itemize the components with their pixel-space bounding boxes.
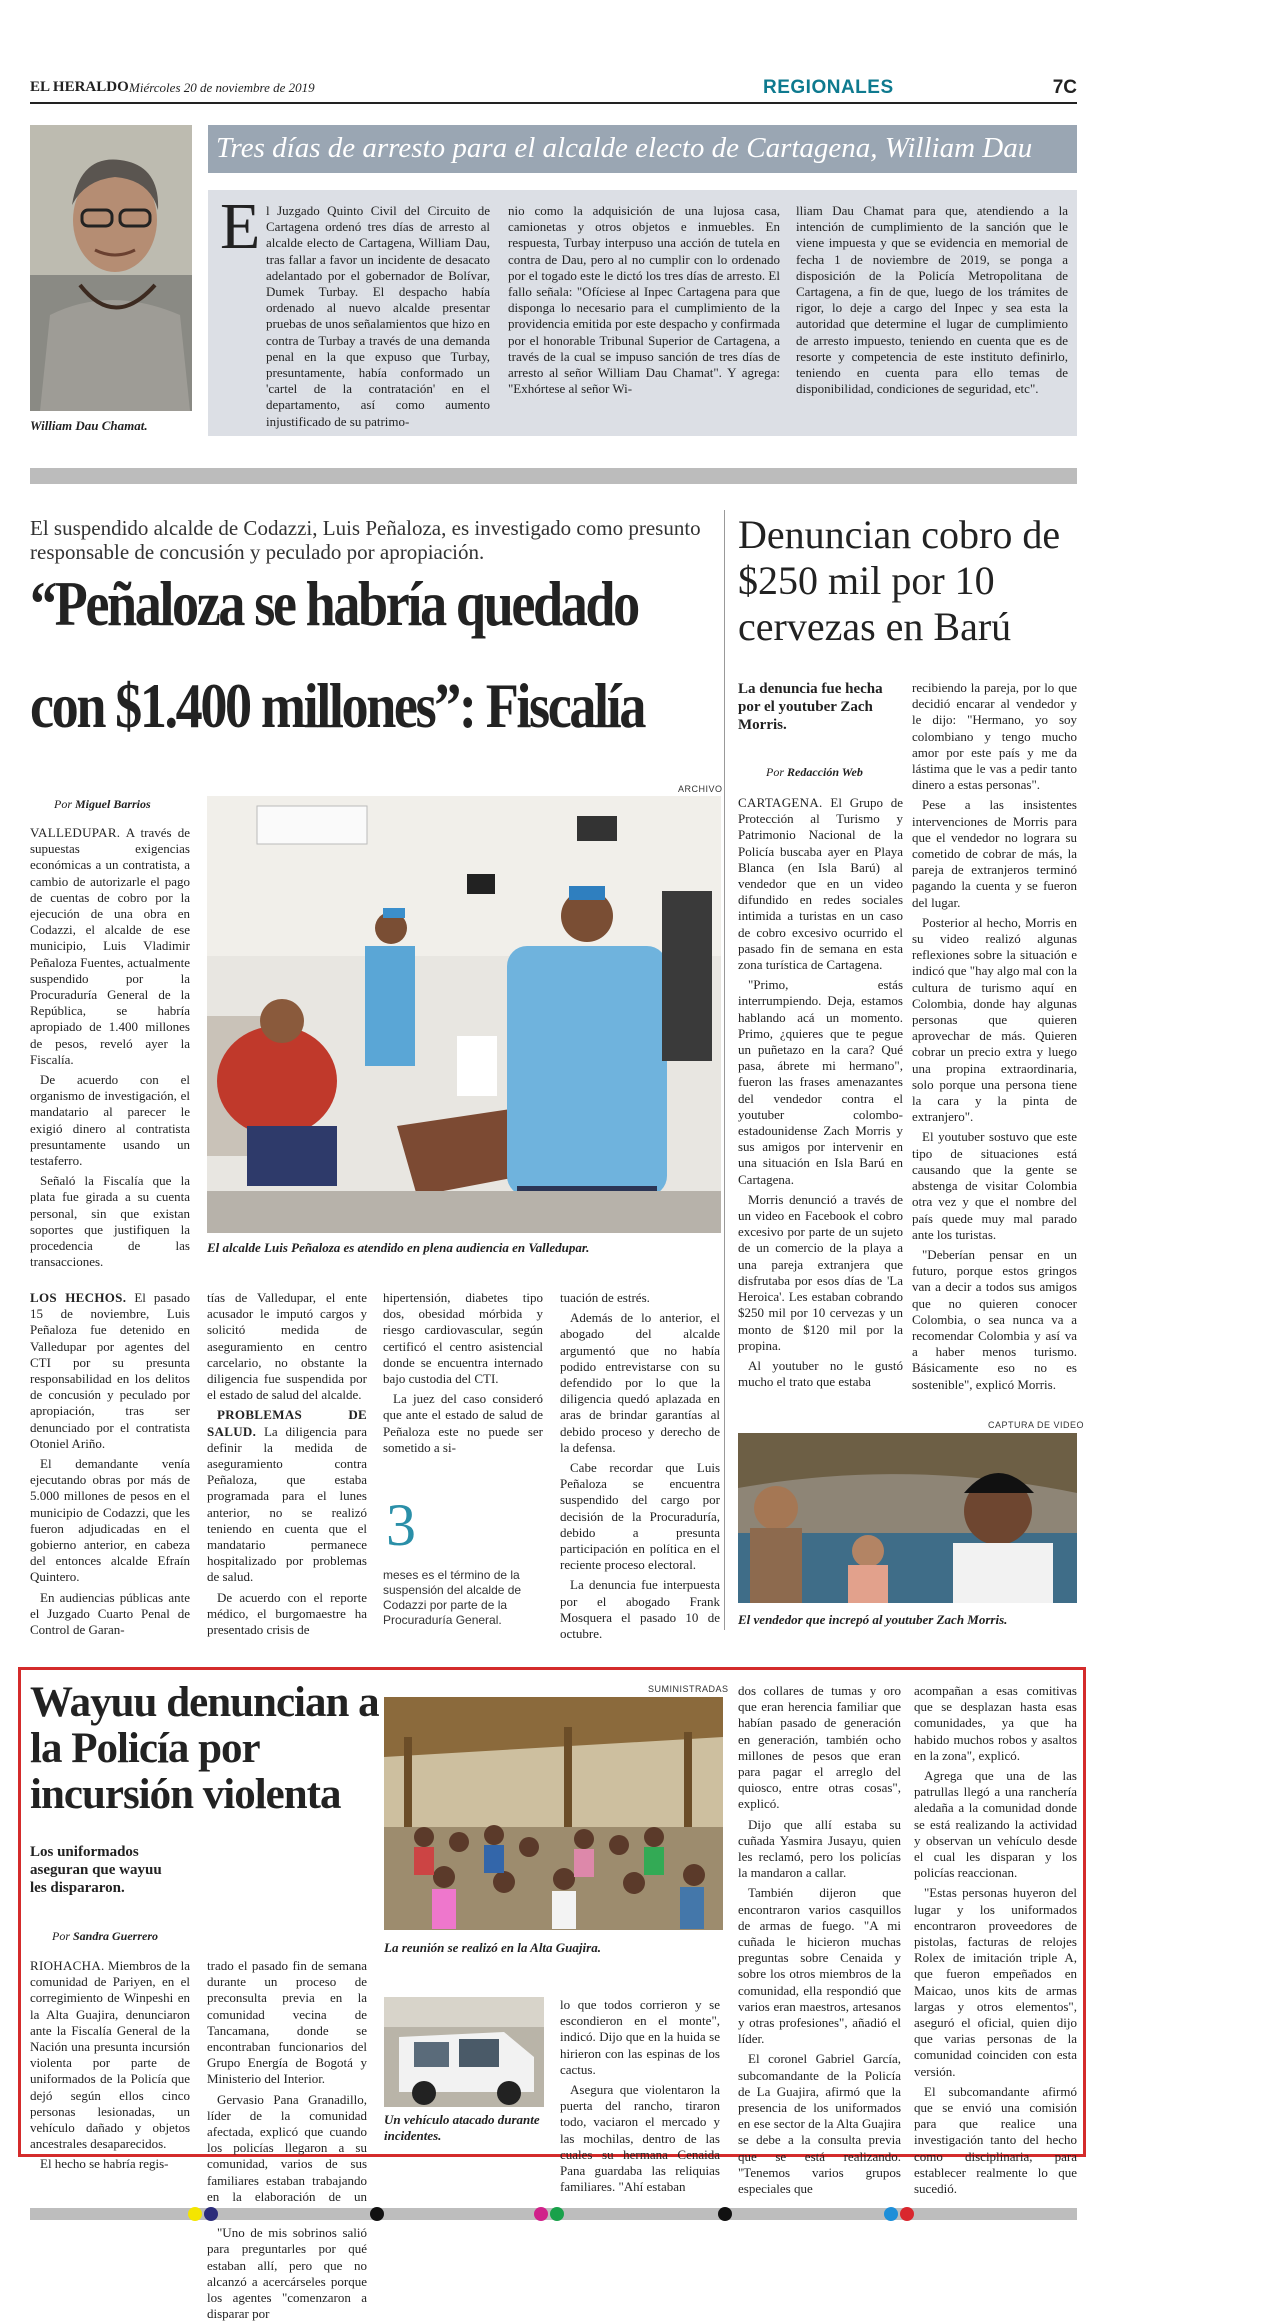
s3-c1-paragraph-4: Al youtuber no le gustó mucho el trato que estaba (738, 1357, 903, 1390)
story4-byline (52, 1929, 158, 1944)
story3-column-1 (738, 795, 903, 1405)
story3-byline (766, 765, 863, 780)
byline-prefix: Por (54, 797, 72, 811)
b4-paragraph-4: La denuncia fue interpuesta por el abogado Frank Mosquera el pasado 10 de octubre. (560, 1577, 720, 1642)
story4-column-5 (914, 1683, 1077, 2197)
story1-headline: Tres días de arresto para el alcalde electo de Cartagena, William Dau (216, 132, 1033, 164)
byline-prefix: Por (52, 1929, 70, 1943)
dateline: CARTAGENA. (738, 795, 823, 810)
s3-c1-paragraph-3: Morris denunció a través de un video en Facebook el cobro excesivo por parte de un sujeto de un comercio de la playa a una pareja extranjera que disfrutaba por esos días de 'La Heroica'. Les estaban cobrando $250 mil por 10 cervezas y un monto de $120 mil por la propina. (738, 1191, 903, 1353)
story1-headline-bar (208, 125, 1077, 173)
b4-paragraph-3: Cabe recordar que Luis Peñaloza se encuentra suspendido del cargo por decisión de la Procuraduría, debido a presunta participación en política en el reciente proceso electoral. (560, 1460, 720, 1573)
factoid-text: meses es el término de la suspensión del alcalde de Codazzi por parte de la Procuraduría General. (383, 1568, 522, 1627)
story4-column-4 (738, 1683, 901, 2197)
story3-photo-credit: CAPTURA DE VIDEO (988, 1420, 1085, 1430)
story2-lead-paragraph (30, 825, 190, 1068)
s3-c1-paragraph-1 (738, 795, 903, 973)
subhead-salud: PROBLEMAS DE SALUD. (207, 1407, 367, 1439)
portrait-caption: William Dau Chamat. (30, 418, 148, 433)
s3-c1-paragraph-2: "Primo, estás interrumpiendo. Deja, estamos hablando acá un momento. Primo, ¿quieres que te pegue un puñetazo en la cara? Qué pasa, ábrete mi hermano", fueron las frases amenazantes del vendedor contra el youtuber colombo-estadounidense Zach Morris y sus amigos por intervenir en una situación en Isla Barú en Cartagena. (738, 977, 903, 1187)
story4-photo2-caption: Un vehículo atacado durante incidentes. (384, 2112, 540, 2143)
registration-dot-yellow (188, 2207, 202, 2221)
registration-dot-blue (884, 2207, 898, 2221)
s4-c5-paragraph-4: El subcomandante afirmó que se envió una comisión para que realice una investigación tanto del hecho como disciplinaria, para establecer realmente lo que sucedió. (914, 2083, 1077, 2197)
section-divider (30, 468, 1077, 484)
story3-photo (738, 1433, 1077, 1603)
story2-body-col2 (207, 1290, 367, 1638)
s3-c2-paragraph-3: Posterior al hecho, Morris en su video realizó algunas reflexiones sobre la situación e indicó que "hay algo mal con la cultura de turismo aquí en Colombia, donde hay algunas personas que quieren aprovechar de más. Quieren cobrar un precio extra y luego una propina extraordinaria, solo porque una persona tiene la cara y la pinta de extranjero". (912, 914, 1077, 1125)
story2-headline-line-2: con $1.400 millones”: Fiscalía (30, 671, 645, 741)
s4-c4-paragraph-3: También dijeron que encontraron varios casquillos de armas de fuego. "A mi cuñada le hicieron muchas preguntas sobre Cenaida y sobre los otros miembros de la comunidad, ella respondió que varios eran maestros, artesanos y otras profesiones", añadió el líder. (738, 1885, 901, 2047)
story2-lead-column (30, 825, 190, 1270)
story4-photo-vehicle (384, 1997, 544, 2107)
registration-dot-green (550, 2207, 564, 2221)
story2-lead-p2: De acuerdo con el organismo de investigación, el mandatario al parecer le exigió dinero al contratista presuntamente usando un testaferro. (30, 1072, 190, 1169)
s4-c3-paragraph-2: Asegura que violentaron la puerta del rancho, tiraron todo, vaciaron el mercado y las mochilas, dentro de las cuales su hermana Cenaida Pana guardaba las reliquias familiares. "Ahí estaban (560, 2082, 720, 2195)
s4-c4-paragraph-1: dos collares de tumas y oro que eran herencia familiar que habían pasado de generación en generación, también ocho millones de pesos que eran para pagar el arreglo del quiosco, entre otras cosas", explicó. (738, 1683, 901, 1812)
story3-column-2 (912, 680, 1077, 1405)
b2-paragraph-2 (207, 1407, 367, 1585)
s3-c1-text-1: El Grupo de Protección al Turismo y Patrimonio Nacional de la Policía buscaba ayer en Playa Blanca (en Isla Barú) al vendedor que en un video difundido en redes sociales intimida a turistas en un caso de cobro excesivo ocurrido el pasado fin de semana en esta zona turística de Cartagena. (738, 795, 904, 973)
story-vertical-rule (724, 510, 725, 1630)
story2-byline (54, 797, 151, 812)
story1-column-3 (796, 203, 1068, 435)
b2-text-2: La diligencia para definir la medida de aseguramiento contra Peñaloza, que estaba programada para el lunes anterior, no se realizó teniendo en cuenta que el mandatario permanece hospitalizado por problemas de salud. (207, 1423, 367, 1585)
s4-c5-paragraph-3: "Estas personas huyeron del lugar y los uniformados encontraron proveedores de pistolas, facturas de relojes Rolex de imitación triple A, que fueron empeñados en Maicao, unos kits de armas largas y otros elementos", aseguró el oficial, quien dijo que varias personas de la comunidad coinciden con esta versión. (914, 1885, 1077, 2079)
story1-col1-text: l Juzgado Quinto Civil del Circuito de Cartagena ordenó tres días de arresto al alcalde electo de Cartagena, William Dau, tras fallar a favor un incidente de desacato adelantado por el gobernador de Bolívar, Dumek Turbay. El despacho había ordenado al nuevo alcalde presentar pruebas de unos señalamientos que hizo en contra de Turbay a través de una demanda penal en la que expuso que Turbay, presuntamente, había conformado un 'cartel de la contratación' en el departamento, así como aumento injustificado de su patrimo- (266, 203, 490, 429)
masthead: EL HERALDO (30, 79, 129, 95)
dateline: RIOHACHA. (30, 1958, 105, 1973)
registration-dot-magenta (534, 2207, 548, 2221)
story4-photo-credit: SUMINISTRADAS (648, 1684, 729, 1694)
s4-c2-paragraph-3: "Uno de mis sobrinos salió para preguntarles por qué estaban allí, pero que no alcanzó a acercárseles porque los agentes "comenzaron a disparar por (207, 2225, 367, 2322)
story1-col3-text: lliam Dau Chamat para que, atendiendo a la intención de cumplimiento de la sanción que le viene impuesta y que se evidencia en memorial de fecha 1 de noviembre de 2019, se ponga a disposición de la Policía Metropolitana de Cartagena, a fin de que, luego de los trámites de rigor, lo deje a cargo del Inpec y sea esta la autoridad que determine el lugar de cumplimiento de arresto impuesto, teniendo en cuenta que es de resorte y competencia de este instituto definirlo, teniendo en cuenta para ello temas de disponibilidad, condiciones de seguridad, etc". (796, 203, 1068, 397)
story3-photo-caption: El vendedor que increpó al youtuber Zach Morris. (738, 1612, 1008, 1627)
byline-name: Redacción Web (787, 765, 863, 779)
story2-kicker: El suspendido alcalde de Codazzi, Luis Peñaloza, es investigado como presunto responsable de concusión y peculado por apropiación. (30, 516, 701, 564)
story1-column-1 (266, 203, 490, 435)
story4-column-3 (560, 1997, 720, 2195)
s4-c5-paragraph-2: Agrega que una de las patrullas llegó a una ranchería aledaña a la comunidad donde se está realizando la actividad y observan un vehículo desde el cual les disparan y los policías reaccionan. (914, 1768, 1077, 1881)
b4-paragraph-2: Además de lo anterior, el abogado del alcalde argumentó que no había podido entrevistarse con su defendido por lo que la diligencia quedó aplazada en aras de brindar garantías al debido proceso y derecho de la defensa. (560, 1310, 720, 1455)
subhead-hechos: LOS HECHOS. (30, 1290, 127, 1305)
story1-col2-text: nio como la adquisición de una lujosa casa, camionetas y otros objetos e inmuebles. En respuesta, Turbay interpuso una acción de tutela en contra de Dau, pero al no cumplir con lo ordenado por el togado este le dictó los tres días de arresto. El fallo señala: "Ofíciese al Inpec Cartagena para que disponga lo necesario para el cumplimiento de la providencia emitida por este despacho y confirmada por el honorable Tribunal Superior de Cartagena, a través de la cual se impuso sanción de tres días de arresto al señor William Dau Chamat". Y agrega: "Exhórtese al señor Wi- (508, 203, 780, 397)
story4-photo1-caption: La reunión se realizó en la Alta Guajira. (384, 1940, 601, 1955)
story2-body-col4 (560, 1290, 720, 1642)
b1-paragraph-2: El demandante venía ejecutando obras por más de 5.000 millones de pesos en el municipio de Codazzi, que les fueron adjudicadas en el gobierno anterior, en cabeza del entonces alcalde Efraín Quintero. (30, 1456, 190, 1585)
portrait-photo (30, 125, 192, 411)
registration-dot-navy (204, 2207, 218, 2221)
s3-c2-paragraph-1: recibiendo la pareja, por lo que decidió encarar al vendedor y le dijo: "Hermano, yo soy colombiano y tengo mucho amor por este país y me da lástima que le vas a pedir tanto dinero a estas personas". (912, 680, 1077, 793)
b2-paragraph-1: tías de Valledupar, el ente acusador le imputó cargos y solicitó medida de aseguramiento en centro carcelario, no obstante la diligencia fue suspendida por el estado de salud del alcalde. (207, 1290, 367, 1403)
story2-photo-credit: ARCHIVO (678, 784, 723, 794)
s4-c2-paragraph-2: Gervasio Pana Granadillo, líder de la comunidad afectada, explicó que cuando los policías llegaron a su comunidad, varios de sus familiares estaban trabajando en la elaboración de un (207, 2091, 367, 2204)
b3-paragraph-2: La juez del caso consideró que ante el estado de salud de Peñaloza este no puede ser sometido a si- (383, 1391, 543, 1455)
story2-body-col1 (30, 1290, 191, 1638)
registration-dot-black (370, 2207, 384, 2221)
s3-c2-paragraph-5: "Deberían pensar en un futuro, porque estos gringos van a decir a todos sus amigos que no quieren conocer Colombia, o sea nunca va a recomendar Colombia y así va a haber menos turismo. Básicamente eso no es sostenible", explicó Morris. (912, 1246, 1077, 1392)
s4-c5-paragraph-1: acompañan a esas comitivas que se desplazan hasta esas comunidades, ya que ha habido muchos robos y asaltos en la zona", explicó. (914, 1683, 1077, 1763)
story4-column-2 (207, 1958, 367, 2322)
s4-c3-paragraph-1: lo que todos corrieron y se escondieron en el monte", indicó. Dijo que en la huida se hirieron con las espinas de los cactus. (560, 1997, 720, 2077)
b1-text-1: El pasado 15 de noviembre, Luis Peñaloza fue detenido en Valledupar por agentes del CTI por su presunta responsabilidad en los delitos de concusión y peculado por apropiación, tras ser denunciado por el contratista Otoniel Ariño. (30, 1290, 191, 1451)
s4-c1-text-1: Miembros de la comunidad de Pariyen, en el corregimiento de Winpeshi en la Alta Guajira, denunciaron ante la Fiscalía General de la Nación una presunta incursión violenta por parte de uniformados de la Policía que dejó según ellos cinco personas lesionadas, un vehículo dañado y objetos ancestrales desaparecidos. (30, 1958, 191, 2152)
s4-c4-paragraph-4: El coronel Gabriel García, subcomandante de la Policía de La Guajira, afirmó que la presencia de los uniformados en ese sector de la Alta Guajira se debe a la consulta previa que se está realizando. "Tenemos varios grupos especiales que (738, 2051, 901, 2197)
b1-paragraph-1 (30, 1290, 190, 1452)
header-rule (30, 102, 1077, 104)
b3-paragraph-1: hipertensión, diabetes tipo dos, obesidad mórbida y riesgo cardiovascular, según certificó el centro asistencial donde se encuentra internado bajo custodia del CTI. (383, 1290, 543, 1387)
b2-paragraph-3: De acuerdo con el reporte médico, el burgomaestre ha presentado crisis de (207, 1589, 367, 1638)
story2-photo (207, 796, 721, 1233)
edition-date: Miércoles 20 de noviembre de 2019 (129, 80, 315, 95)
s4-c1-paragraph-2: El hecho se habría regis- (40, 2156, 169, 2172)
registration-dot-red (900, 2207, 914, 2221)
story2-headline-line-1: “Peñaloza se habría quedado (30, 569, 638, 639)
s4-c4-paragraph-2: Dijo que allí estaba su cuñada Yasmira Jusayu, quien les reclamó, pero los policías la mandaron a callar. (738, 1816, 901, 1881)
story2-photo-caption: El alcalde Luis Peñaloza es atendido en plena audiencia en Valledupar. (207, 1240, 590, 1255)
story4-headline: Wayuu denuncian a la Policía por incursión violenta (30, 1679, 379, 1818)
dateline: VALLEDUPAR. (30, 825, 121, 840)
story2-lead-text: A través de supuestas exigencias económicas a un contratista, a cambio de autorizarle el pago de cuentas de cobro por la ejecución de una obra en Codazzi, el alcalde de ese municipio, Luis Vladimir Peñaloza Fuentes, actualmente suspendido por la Procuraduría General de la República, se habría apropiado de 1.400 millones de pesos, reveló ayer la Fiscalía. (30, 825, 190, 1067)
byline-prefix: Por (766, 765, 784, 779)
s3-c2-paragraph-2: Pese a las insistentes intervenciones de Morris para que el vendedor no lograra su cometido de cobrar de más, la pareja de extranjeros terminó pagando la cuenta y se fueron del lugar. (912, 797, 1077, 910)
s4-c1-paragraph-1 (30, 1958, 190, 2152)
masthead-bar (30, 75, 1077, 103)
story4-photo-meeting (384, 1697, 723, 1930)
registration-dot-black-2 (718, 2207, 732, 2221)
s3-c2-paragraph-4: El youtuber sostuvo que este tipo de situaciones está causando que la gente se abstenga de visitar Colombia otra vez y que el nombre del país quede muy mal parado ante los turistas. (912, 1129, 1077, 1242)
story2-lead-p3: Señaló la Fiscalía que la plata fue girada a su cuenta personal, sin que existan soportes que justifiquen la procedencia de las transacciones. (30, 1173, 190, 1270)
story3-deck: La denuncia fue hecha por el youtuber Zach Morris. (738, 681, 883, 733)
b4-paragraph-1: tuación de estrés. (560, 1290, 650, 1305)
s4-c2-paragraph-1: trado el pasado fin de semana durante un proceso de preconsulta previa en la comunidad vecina de Tancamana, donde se encontraban funcionarios del Grupo Energía de Bogotá y Ministerio del Interior. (207, 1958, 367, 2087)
byline-name: Miguel Barrios (75, 797, 151, 811)
story4-deck: Los uniformados aseguran que wayuu les dispararon. (30, 1844, 162, 1896)
section-name: REGIONALES (763, 77, 894, 98)
b1-paragraph-3: En audiencias públicas ante el Juzgado Cuarto Penal de Control de Garan- (30, 1589, 190, 1638)
story3-headline: Denuncian cobro de $250 mil por 10 cervezas en Barú (738, 512, 1061, 649)
byline-name: Sandra Guerrero (73, 1929, 159, 1943)
factoid-number: 3 (386, 1492, 416, 1558)
story1-dropcap: E (220, 190, 261, 263)
story1-column-2 (508, 203, 780, 435)
page-number: 7C (1052, 77, 1077, 98)
story4-column-1 (30, 1958, 191, 2172)
